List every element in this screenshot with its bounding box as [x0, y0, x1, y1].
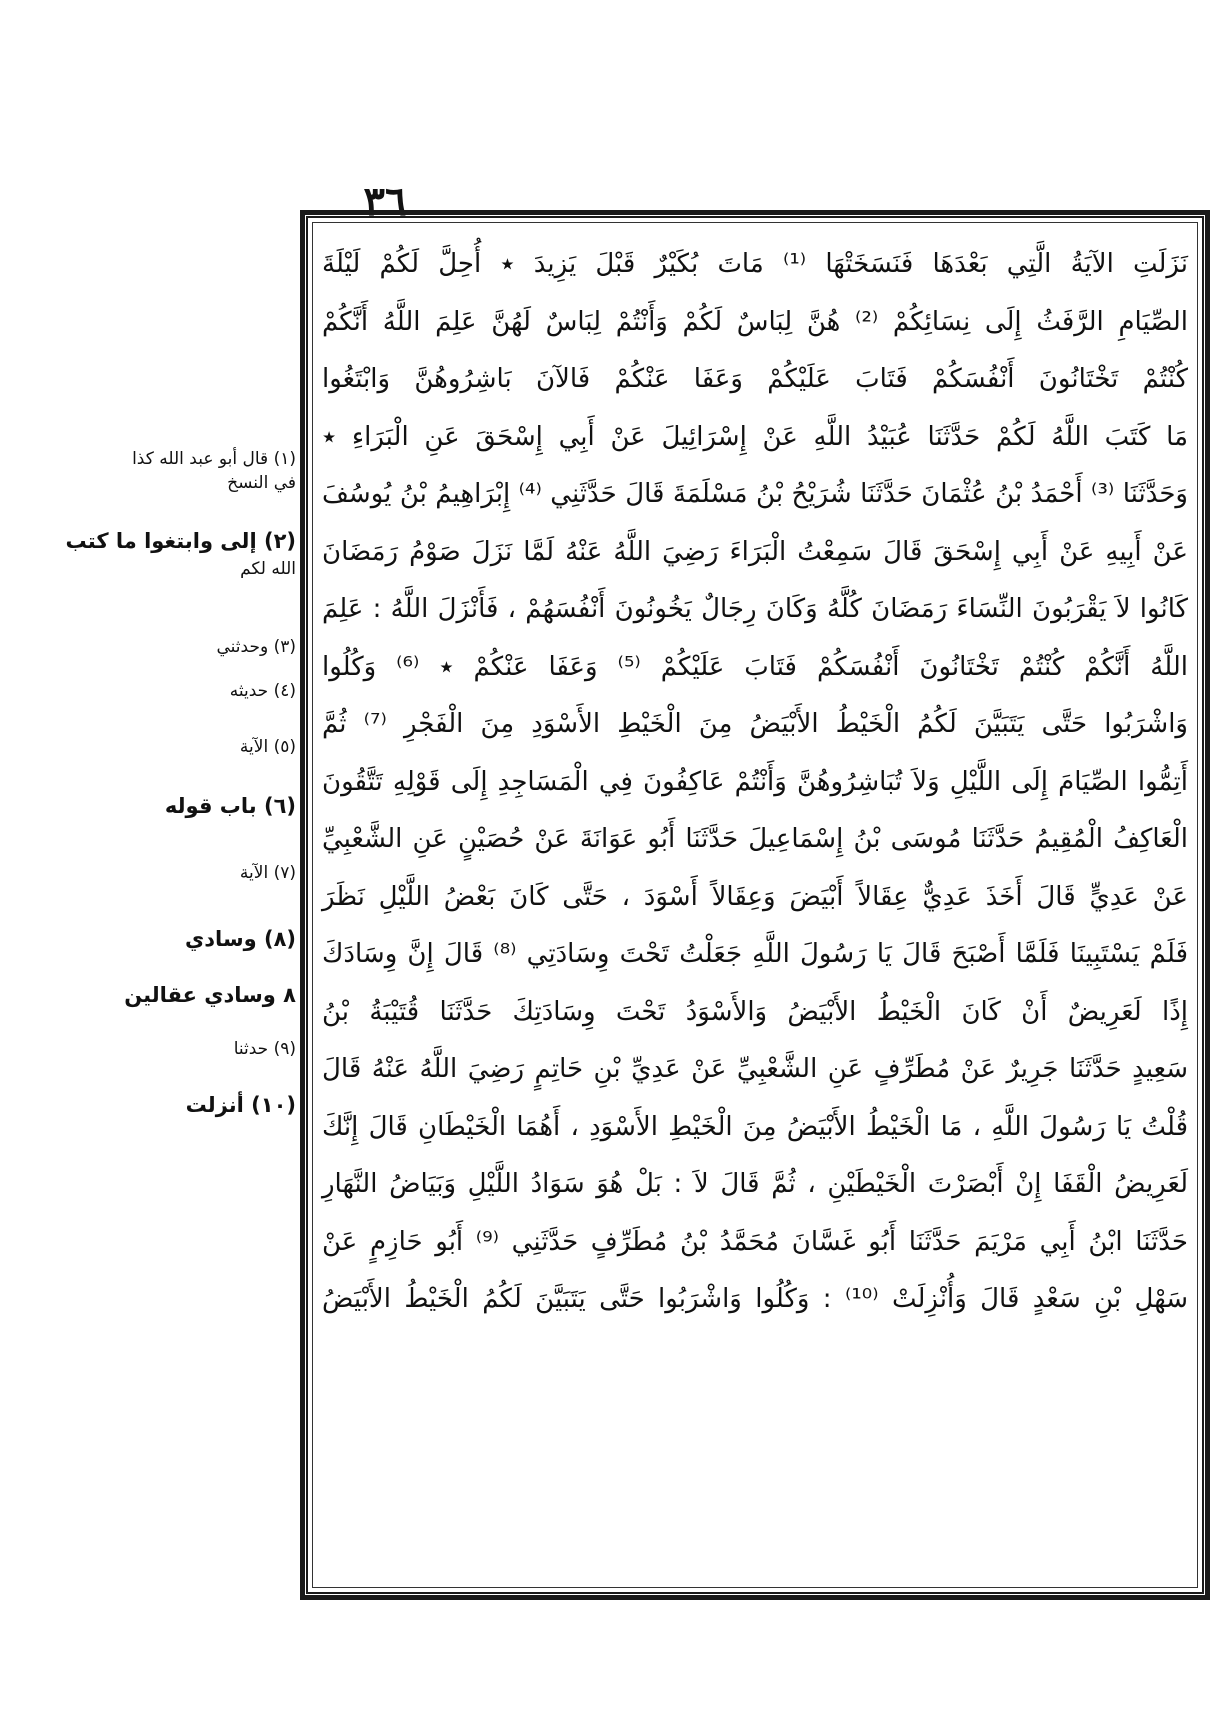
text-line: فَلَمْ يَسْتَبِينَا فَلَمَّا أَصْبَحَ قَالَ يَا رَسُولَ اللَّهِ جَعَلْتُ تَحْتَ وِسَادَتِي ⁽⁸⁾ قَالَ إِنَّ وِسَادَكَ	[322, 939, 1188, 969]
text-line: نَزَلَتِ الآيَةُ الَّتِي بَعْدَهَا فَنَسَخَتْهَا ⁽¹⁾ مَاتَ بُكَيْرٌ قَبْلَ يَزِيدَ ٭ أُحِلَّ لَكُمْ لَيْلَةَ	[322, 249, 1188, 279]
text-line: عَنْ عَدِيٍّ قَالَ أَخَذَ عَدِيٌّ عِقَالاً أَبْيَضَ وَعِقَالاً أَسْوَدَ ، حَتَّى كَانَ بَعْضُ اللَّيْلِ نَظَرَ	[322, 881, 1188, 912]
margin-note: (٨) وسادي	[185, 927, 296, 951]
text-line: مَا كَتَبَ اللَّهُ لَكُمْ حَدَّثَنَا عُبَيْدُ اللَّهِ عَنْ إِسْرَائِيلَ عَنْ أَبِي إِسْحَقَ عَنِ الْبَرَاءِ ٭	[322, 421, 1188, 452]
margin-note: الله لكم	[240, 559, 296, 579]
text-line: وَحَدَّثَنَا ⁽³⁾ أَحْمَدُ بْنُ عُثْمَانَ حَدَّثَنَا شُرَيْحُ بْنُ مَسْلَمَةَ قَالَ حَدَّثَنِي ⁽⁴⁾ إِبْرَاهِيمُ بْنُ يُوسُفَ	[322, 479, 1188, 509]
text-line: سَعِيدٍ حَدَّثَنَا جَرِيرٌ عَنْ مُطَرِّفٍ عَنِ الشَّعْبِيِّ عَنْ عَدِيِّ بْنِ حَاتِمٍ رَضِيَ اللَّهُ عَنْهُ قَالَ	[322, 1054, 1188, 1084]
text-line: كَانُوا لاَ يَقْرَبُونَ النِّسَاءَ رَمَضَانَ كُلَّهُ وَكَانَ رِجَالٌ يَخُونُونَ أَنْفُسَهُمْ ، فَأَنْزَلَ اللَّهُ : عَلِمَ	[322, 594, 1188, 624]
text-line: الصِّيَامِ الرَّفَثُ إِلَى نِسَائِكُمْ ⁽²⁾ هُنَّ لِبَاسٌ لَكُمْ وَأَنْتُمْ لِبَاسٌ لَهُنَّ عَلِمَ اللَّهُ أَنَّكُمْ	[322, 306, 1189, 337]
text-line: إِذًا لَعَرِيضٌ أَنْ كَانَ الْخَيْطُ الأَبْيَضُ وَالأَسْوَدُ تَحْتَ وِسَادَتِكَ حَدَّثَنَا قُتَيْبَةُ بْنُ	[322, 996, 1188, 1027]
text-line: أَتِمُّوا الصِّيَامَ إِلَى اللَّيْلِ وَلاَ تُبَاشِرُوهُنَّ وَأَنْتُمْ عَاكِفُونَ فِي الْمَسَاجِدِ إِلَى قَوْلِهِ تَتَّقُونَ	[322, 766, 1188, 797]
margin-note: (٦) باب قوله	[164, 794, 296, 818]
margin-note: (٤) حديثه	[229, 681, 296, 701]
page-number: ٣٦	[363, 178, 407, 225]
text-line: سَهْلِ بْنِ سَعْدٍ قَالَ وَأُنْزِلَتْ ⁽¹⁰⁾ : وَكُلُوا وَاشْرَبُوا حَتَّى يَتَبَيَّنَ لَكُمُ الْخَيْطُ الأَبْيَضُ	[322, 1284, 1188, 1314]
text-line: لَعَرِيضُ الْقَفَا إِنْ أَبْصَرْتَ الْخَيْطَيْنِ ، ثُمَّ قَالَ لاَ : بَلْ هُوَ سَوَادُ اللَّيْلِ وَبَيَاضُ النَّهَارِ	[322, 1169, 1188, 1199]
margin-note: (٧) الآية	[239, 863, 296, 883]
text-line: وَاشْرَبُوا حَتَّى يَتَبَيَّنَ لَكُمُ الْخَيْطُ الأَبْيَضُ مِنَ الْخَيْطِ الأَسْوَدِ مِنَ الْفَجْرِ ⁽⁷⁾ ثُمَّ	[322, 709, 1188, 739]
margin-note: (٥) الآية	[239, 737, 296, 757]
text-line: عَنْ أَبِيهِ عَنْ أَبِي إِسْحَقَ قَالَ سَمِعْتُ الْبَرَاءَ رَضِيَ اللَّهُ عَنْهُ لَمَّا نَزَلَ صَوْمُ رَمَضَانَ	[322, 536, 1188, 567]
text-line: الْعَاكِفُ الْمُقِيمُ حَدَّثَنَا مُوسَى بْنُ إِسْمَاعِيلَ حَدَّثَنَا أَبُو عَوَانَةَ عَنْ حُصَيْنٍ عَنِ الشَّعْبِيِّ	[322, 824, 1188, 854]
text-line: قُلْتُ يَا رَسُولَ اللَّهِ ، مَا الْخَيْطُ الأَبْيَضُ مِنَ الْخَيْطِ الأَسْوَدِ ، أَهُمَا الْخَيْطَانِ قَالَ إِنَّكَ	[322, 1111, 1188, 1142]
margin-note: ٨ وسادي عقالين	[124, 983, 296, 1007]
margin-note: (٣) وحدثني	[216, 637, 296, 657]
margin-note: (١٠) أنزلت	[185, 1093, 296, 1117]
text-line: اللَّهُ أَنَّكُمْ كُنْتُمْ تَخْتَانُونَ أَنْفُسَكُمْ فَتَابَ عَلَيْكُمْ ⁽⁵⁾ وَعَفَا عَنْكُمْ ٭ ⁽⁶⁾ وَكُلُوا	[322, 651, 1188, 682]
main-text-block	[322, 236, 1188, 1586]
margin-note: (٩) حدثنا	[233, 1039, 296, 1059]
text-line: حَدَّثَنَا ابْنُ أَبِي مَرْيَمَ حَدَّثَنَا أَبُو غَسَّانَ مُحَمَّدُ بْنُ مُطَرِّفٍ حَدَّثَنِي ⁽⁹⁾ أَبُو حَازِمٍ عَنْ	[322, 1226, 1188, 1257]
margin-note: في النسخ	[227, 473, 296, 493]
margin-note: (١) قال أبو عبد الله كذا	[132, 449, 296, 469]
margin-note: (٢) إلى وابتغوا ما كتب	[65, 529, 296, 553]
text-line: كُنْتُمْ تَخْتَانُونَ أَنْفُسَكُمْ فَتَابَ عَلَيْكُمْ وَعَفَا عَنْكُمْ فَالآنَ بَاشِرُوهُنَّ وَابْتَغُوا	[322, 364, 1188, 394]
